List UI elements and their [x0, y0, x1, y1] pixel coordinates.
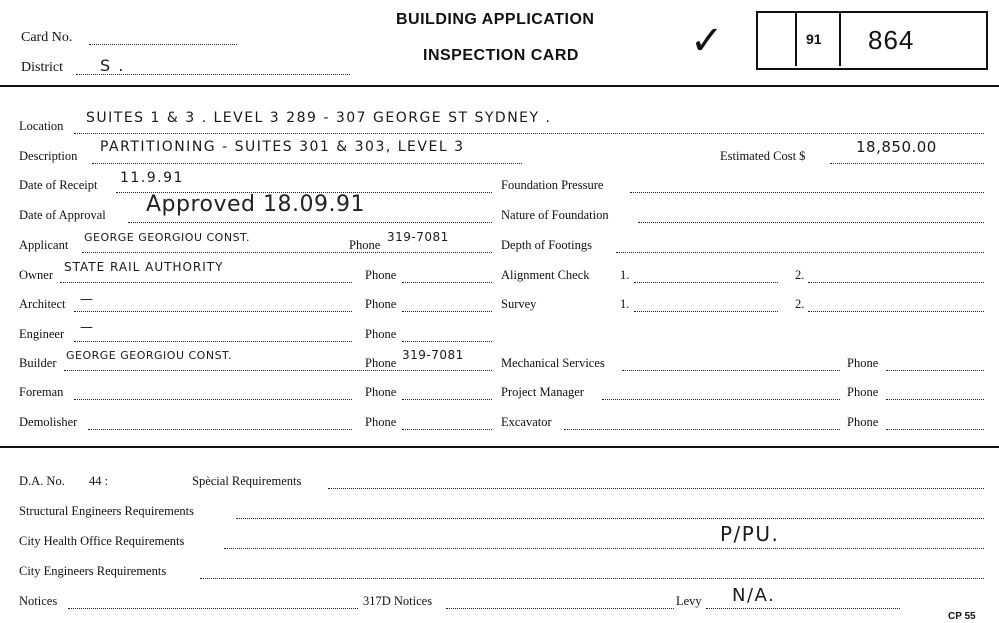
foreman-label: Foreman: [19, 385, 64, 399]
card-title-line2: INSPECTION CARD: [423, 47, 579, 64]
nature-foundation-field[interactable]: [638, 222, 984, 223]
health-value: P/PU.: [720, 522, 780, 546]
architect-phone-field[interactable]: [402, 311, 492, 312]
builder-label: Builder: [19, 356, 57, 370]
approval-field[interactable]: [128, 222, 492, 223]
demolisher-phone-field[interactable]: [402, 429, 492, 430]
city-eng-label: City Engineers Requirements: [19, 564, 167, 578]
engineer-phone-label: Phone: [365, 327, 397, 341]
nature-foundation-label: Nature of Foundation: [501, 208, 609, 222]
da-label: D.A. No.: [19, 474, 65, 488]
alignment-2-label: 2.: [795, 268, 805, 282]
special-field[interactable]: [328, 488, 984, 489]
engineer-value: —: [80, 320, 95, 335]
demolisher-label: Demolisher: [19, 415, 78, 429]
demolisher-field[interactable]: [88, 429, 352, 430]
architect-label: Architect: [19, 297, 66, 311]
applicant-phone-value: 319-7081: [387, 230, 449, 244]
project-manager-label: Project Manager: [501, 385, 584, 399]
foreman-field[interactable]: [74, 399, 352, 400]
levy-label: Levy: [676, 594, 702, 608]
description-value: PARTITIONING - SUITES 301 & 303, LEVEL 3: [100, 139, 465, 155]
receipt-label: Date of Receipt: [19, 178, 98, 192]
project-manager-phone-label: Phone: [847, 385, 879, 399]
estimated-cost-label: Estimated Cost $: [720, 149, 806, 163]
form-code: CP 55: [948, 611, 976, 622]
approval-value: Approved 18.09.91: [146, 192, 365, 217]
engineer-label: Engineer: [19, 327, 65, 341]
alignment-1-field[interactable]: [634, 282, 778, 283]
builder-value: GEORGE GEORGIOU CONST.: [66, 349, 232, 362]
builder-phone-value: 319-7081: [402, 348, 464, 362]
receipt-value: 11.9.91: [120, 170, 184, 186]
architect-value: —: [80, 292, 95, 307]
owner-value: STATE RAIL AUTHORITY: [64, 260, 224, 274]
description-field[interactable]: [92, 163, 522, 164]
card-no-field[interactable]: [89, 44, 237, 45]
survey-1-label: 1.: [620, 297, 630, 311]
engineer-phone-field[interactable]: [402, 341, 492, 342]
project-manager-field[interactable]: [602, 399, 840, 400]
excavator-field[interactable]: [564, 429, 840, 430]
owner-label: Owner: [19, 268, 54, 282]
alignment-2-field[interactable]: [808, 282, 984, 283]
location-label: Location: [19, 119, 64, 133]
owner-phone-label: Phone: [365, 268, 397, 282]
survey-2-label: 2.: [795, 297, 805, 311]
da-value: 44 :: [89, 474, 109, 488]
notices317-field[interactable]: [446, 608, 674, 609]
box-large-number: 864: [868, 25, 915, 55]
approval-label: Date of Approval: [19, 208, 106, 222]
alignment-label: Alignment Check: [501, 268, 590, 282]
mechanical-phone-label: Phone: [847, 356, 879, 370]
engineer-field[interactable]: [74, 341, 352, 342]
mechanical-field[interactable]: [622, 370, 840, 371]
estimated-cost-value: 18,850.00: [856, 138, 937, 156]
footer-divider: [0, 446, 999, 448]
structural-label: Structural Engineers Requirements: [19, 504, 194, 518]
location-field[interactable]: [74, 133, 984, 134]
builder-phone-label: Phone: [365, 356, 397, 370]
survey-1-field[interactable]: [634, 311, 778, 312]
notices-label: Notices: [19, 594, 58, 608]
builder-field[interactable]: [64, 370, 492, 371]
alignment-1-label: 1.: [620, 268, 630, 282]
demolisher-phone-label: Phone: [365, 415, 397, 429]
mechanical-label: Mechanical Services: [501, 356, 605, 370]
levy-field[interactable]: [706, 608, 900, 609]
owner-field[interactable]: [60, 282, 352, 283]
excavator-label: Excavator: [501, 415, 552, 429]
estimated-cost-field[interactable]: [830, 163, 984, 164]
owner-phone-field[interactable]: [402, 282, 492, 283]
depth-footings-field[interactable]: [616, 252, 984, 253]
levy-value: N/A.: [732, 585, 776, 606]
header-divider: [0, 85, 999, 87]
survey-2-field[interactable]: [808, 311, 984, 312]
architect-field[interactable]: [74, 311, 352, 312]
foreman-phone-field[interactable]: [402, 399, 492, 400]
district-label: District: [21, 60, 63, 75]
card-title-line1: BUILDING APPLICATION: [396, 11, 595, 28]
notices317-label: 317D Notices: [363, 594, 433, 608]
structural-field[interactable]: [236, 518, 984, 519]
number-box-divider-2: [839, 13, 841, 66]
foundation-pressure-field[interactable]: [630, 192, 984, 193]
foundation-pressure-label: Foundation Pressure: [501, 178, 604, 192]
health-field[interactable]: [224, 548, 984, 549]
description-label: Description: [19, 149, 78, 163]
location-value: SUITES 1 & 3 . LEVEL 3 289 - 307 GEORGE ST SYDNEY .: [86, 110, 552, 126]
box-small-number: 91: [806, 31, 822, 47]
applicant-label: Applicant: [19, 238, 69, 252]
special-label: Spècial Requirements: [192, 474, 302, 488]
district-value: S .: [100, 56, 125, 75]
excavator-phone-label: Phone: [847, 415, 879, 429]
card-no-label: Card No.: [21, 30, 73, 45]
number-box-divider: [795, 13, 797, 66]
mechanical-phone-field[interactable]: [886, 370, 984, 371]
survey-label: Survey: [501, 297, 537, 311]
project-manager-phone-field[interactable]: [886, 399, 984, 400]
city-eng-field[interactable]: [200, 578, 984, 579]
depth-footings-label: Depth of Footings: [501, 238, 592, 252]
notices-field[interactable]: [68, 608, 358, 609]
health-label: City Health Office Requirements: [19, 534, 185, 548]
applicant-value: GEORGE GEORGIOU CONST.: [84, 231, 250, 244]
architect-phone-label: Phone: [365, 297, 397, 311]
foreman-phone-label: Phone: [365, 385, 397, 399]
applicant-field[interactable]: [82, 252, 492, 253]
applicant-phone-label: Phone: [349, 238, 381, 252]
excavator-phone-field[interactable]: [886, 429, 984, 430]
checkmark-icon: ✓: [690, 18, 724, 64]
